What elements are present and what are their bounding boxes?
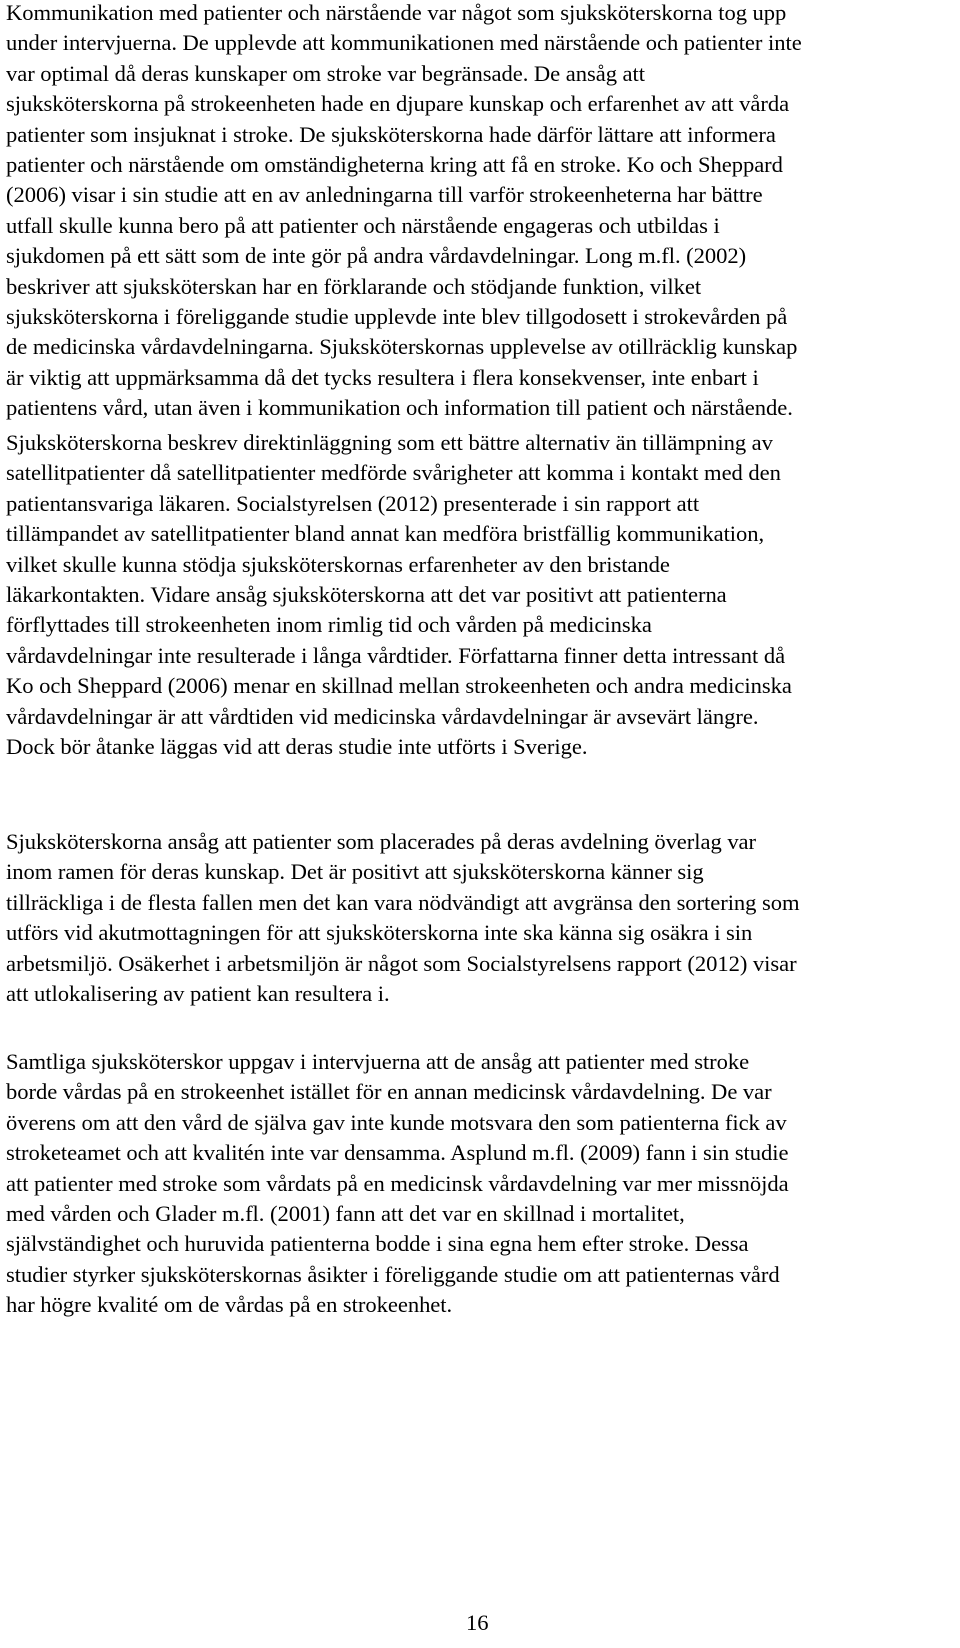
text-line: att utlokalisering av patient kan resultera i.: [6, 980, 390, 1006]
page-number: 16: [466, 1610, 489, 1635]
text-line: patienter och närstående om omständigheterna kring att få en stroke. Ko och Sheppard: [6, 151, 783, 177]
paragraph-communication: [6, 0, 802, 423]
text-line: Ko och Sheppard (2006) menar en skillnad mellan strokeenheten och andra medicinska: [6, 673, 792, 699]
text-line: sjuksköterskorna i föreliggande studie upplevde inte blev tillgodosett i strokevården på: [6, 303, 788, 329]
paragraph-direct-admission: [6, 428, 792, 762]
text-line: de medicinska vårdavdelningarna. Sjuksköterskornas upplevelse av otillräcklig kunskap: [6, 334, 798, 360]
text-line: med vården och Glader m.fl. (2001) fann att det var en skillnad i mortalitet,: [6, 1200, 685, 1226]
text-line: Sjuksköterskorna ansåg att patienter som placerades på deras avdelning överlag var: [6, 829, 757, 854]
text-line: självständighet och huruvida patienterna bodde i sina egna hem efter stroke. Dessa: [6, 1231, 749, 1257]
text-line: satellitpatienter då satellitpatienter medförde svårigheter att komma i kontakt med den: [6, 460, 781, 486]
text-line: Samtliga sjuksköterskor uppgav i intervjuerna att de ansåg att patienter med stroke: [6, 1049, 750, 1074]
text-line: under intervjuerna. De upplevde att kommunikationen med närstående och patienter inte: [6, 30, 802, 56]
paragraph-stroke-unit: [6, 1047, 789, 1321]
text-line: sjukdomen på ett sätt som de inte gör på andra vårdavdelningar. Long m.fl. (2002): [6, 243, 747, 269]
text-line: överens om att den vård de själva gav inte kunde motsvara den som patienterna fick av: [6, 1109, 787, 1135]
text-line: Sjuksköterskorna beskrev direktinläggning som ett bättre alternativ än tillämpning av: [6, 430, 773, 455]
paragraph-placement: [6, 827, 800, 1009]
text-line: Dock bör åtanke läggas vid att deras studie inte utförts i Sverige.: [6, 733, 588, 759]
text-line: var optimal då deras kunskaper om stroke var begränsade. De ansåg att: [6, 60, 645, 86]
text-line: utfall skulle kunna bero på att patienter och närstående engageras och utbildas i: [6, 212, 720, 238]
text-line: förflyttades till strokeenheten inom rimlig tid och vården på medicinska: [6, 612, 652, 638]
text-line: borde vårdas på en strokeenhet istället för en annan medicinsk vårdavdelning. De var: [6, 1079, 772, 1105]
text-line: patienter som insjuknat i stroke. De sjuksköterskorna hade därför lättare att informera: [6, 121, 776, 147]
text-line: patientansvariga läkaren. Socialstyrelsen (2012) presenterade i sin rapport att: [6, 490, 700, 516]
text-line: arbetsmiljö. Osäkerhet i arbetsmiljön är något som Socialstyrelsens rapport (2012) visar: [6, 950, 797, 976]
text-line: studier styrker sjuksköterskornas åsikter i föreliggande studie om att patienternas vård: [6, 1261, 780, 1287]
text-line: vårdavdelningar inte resulterade i långa vårdtider. Författarna finner detta intressant då: [6, 642, 786, 668]
text-line: inom ramen för deras kunskap. Det är positivt att sjuksköterskorna känner sig: [6, 859, 704, 885]
text-line: har högre kvalité om de vårdas på en strokeenhet.: [6, 1292, 453, 1318]
text-line: är viktig att uppmärksamma då det tycks resultera i flera konsekvenser, inte enbart i: [6, 364, 759, 390]
text-line: Kommunikation med patienter och närstående var något som sjuksköterskorna tog upp: [6, 0, 787, 25]
text-line: stroketeamet och att kvalitén inte var densamma. Asplund m.fl. (2009) fann i sin studie: [6, 1140, 789, 1166]
text-line: tillräckliga i de flesta fallen men det kan vara nödvändigt att avgränsa den sortering som: [6, 889, 800, 915]
text-line: läkarkontakten. Vidare ansåg sjuksköterskorna att det var positivt att patienterna: [6, 581, 727, 607]
text-line: utförs vid akutmottagningen för att sjuksköterskorna inte ska känna sig osäkra i sin: [6, 920, 753, 946]
text-line: vårdavdelningar är att vårdtiden vid medicinska vårdavdelningar är avsevärt längre.: [6, 703, 759, 729]
text-line: vilket skulle kunna stödja sjuksköterskornas erfarenheter av den bristande: [6, 551, 670, 577]
text-line: (2006) visar i sin studie att en av anledningarna till varför strokeenheterna har bättre: [6, 182, 763, 208]
text-line: tillämpandet av satellitpatienter bland annat kan medföra bristfällig kommunikation,: [6, 521, 765, 547]
text-line: att patienter med stroke som vårdats på en medicinsk vårdavdelning var mer missnöjda: [6, 1170, 789, 1196]
text-line: beskriver att sjuksköterskan har en förklarande och stödjande funktion, vilket: [6, 273, 702, 299]
text-line: sjuksköterskorna på strokeenheten hade en djupare kunskap och erfarenhet av att vårda: [6, 91, 790, 117]
text-line: patientens vård, utan även i kommunikation och information till patient och närstående.: [6, 395, 793, 421]
